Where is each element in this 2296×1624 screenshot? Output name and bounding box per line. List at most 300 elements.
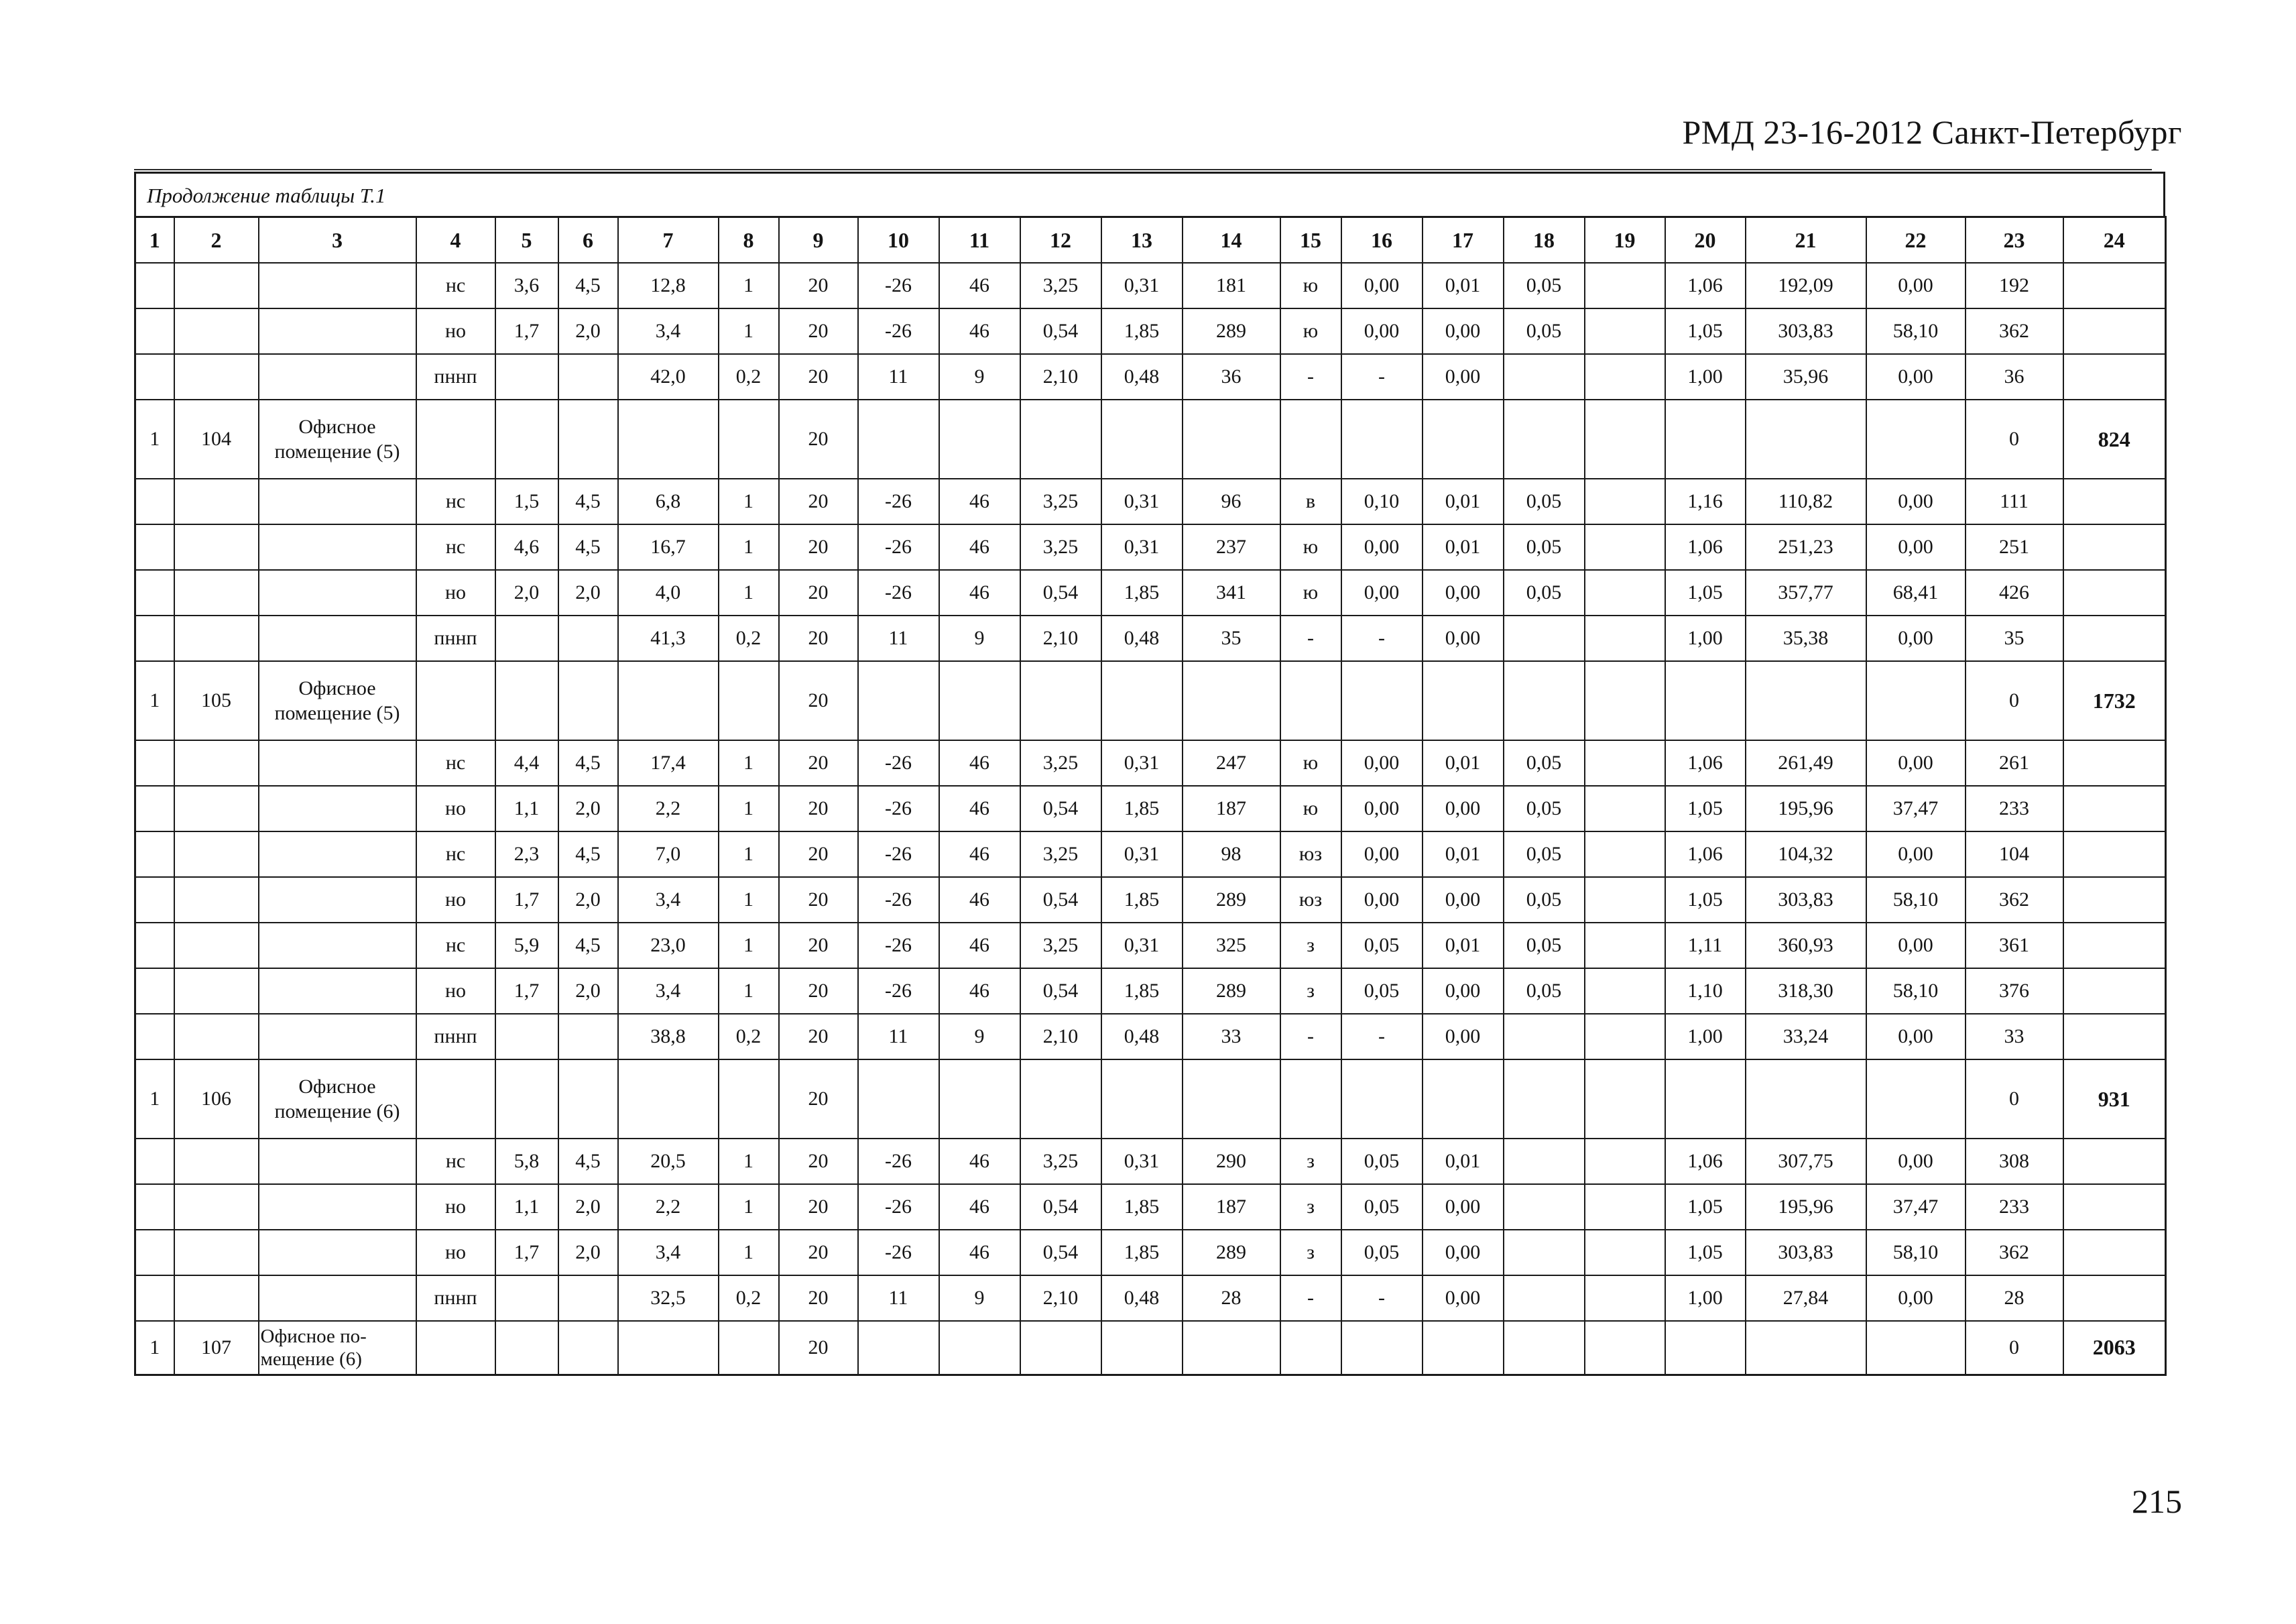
cell-col-13: 1,85 (1101, 968, 1183, 1014)
cell-col-19 (1585, 1275, 1665, 1321)
column-header-12: 12 (1020, 217, 1101, 264)
cell-col-5: 5,9 (495, 923, 558, 968)
cell-col-17: 0,00 (1423, 354, 1504, 400)
cell-col-6: 2,0 (558, 968, 618, 1014)
cell-col-15: в (1280, 479, 1341, 524)
cell-col-14 (1183, 1059, 1280, 1139)
cell-col-11 (939, 1321, 1020, 1375)
cell-col-17: 0,00 (1423, 616, 1504, 661)
cell-col-10: 11 (858, 354, 939, 400)
cell-col-4: пннп (416, 616, 495, 661)
cell-col-10: 11 (858, 616, 939, 661)
cell-col-20: 1,06 (1665, 263, 1746, 308)
cell-col-17: 0,00 (1423, 1014, 1504, 1059)
cell-col-24 (2063, 831, 2166, 877)
cell-col-22: 58,10 (1866, 1230, 1966, 1275)
cell-col-3 (259, 786, 416, 831)
cell-col-8: 1 (719, 308, 779, 354)
cell-col-18 (1504, 354, 1585, 400)
cell-col-15: ю (1280, 308, 1341, 354)
cell-col-14: 237 (1183, 524, 1280, 570)
cell-col-4: но (416, 968, 495, 1014)
cell-col-20: 1,05 (1665, 570, 1746, 616)
table-row (135, 740, 2166, 786)
cell-col-18 (1504, 400, 1585, 479)
cell-col-9: 20 (779, 570, 858, 616)
cell-col-9: 20 (779, 1139, 858, 1184)
column-header-19: 19 (1585, 217, 1665, 264)
cell-col-6 (558, 400, 618, 479)
cell-col-3 (259, 308, 416, 354)
room-row (135, 1059, 2166, 1139)
table-row (135, 263, 2166, 308)
cell-col-5: 4,4 (495, 740, 558, 786)
cell-col-18: 0,05 (1504, 479, 1585, 524)
cell-col-1 (135, 570, 174, 616)
column-header-3: 3 (259, 217, 416, 264)
column-header-8: 8 (719, 217, 779, 264)
cell-col-23: 362 (1966, 1230, 2063, 1275)
cell-col-17 (1423, 400, 1504, 479)
cell-col-8: 1 (719, 524, 779, 570)
cell-col-19 (1585, 968, 1665, 1014)
cell-col-24 (2063, 570, 2166, 616)
cell-col-22: 0,00 (1866, 1275, 1966, 1321)
cell-col-24 (2063, 308, 2166, 354)
cell-col-19 (1585, 400, 1665, 479)
cell-col-19 (1585, 786, 1665, 831)
cell-col-8: 1 (719, 570, 779, 616)
cell-col-13: 0,31 (1101, 524, 1183, 570)
cell-col-7 (618, 661, 719, 740)
cell-col-3 (259, 923, 416, 968)
cell-col-20: 1,06 (1665, 524, 1746, 570)
cell-col-24: 2063 (2063, 1321, 2166, 1375)
cell-col-11: 46 (939, 479, 1020, 524)
cell-col-2 (174, 968, 259, 1014)
cell-col-17: 0,01 (1423, 479, 1504, 524)
cell-col-16: 0,05 (1341, 923, 1423, 968)
cell-col-5 (495, 400, 558, 479)
cell-col-15: - (1280, 354, 1341, 400)
cell-col-8: 1 (719, 923, 779, 968)
cell-col-11: 46 (939, 524, 1020, 570)
cell-col-21: 104,32 (1746, 831, 1866, 877)
cell-col-13 (1101, 400, 1183, 479)
table-row (135, 1184, 2166, 1230)
cell-col-23: 35 (1966, 616, 2063, 661)
table-row (135, 877, 2166, 923)
cell-col-18: 0,05 (1504, 570, 1585, 616)
cell-col-18: 0,05 (1504, 786, 1585, 831)
cell-col-2 (174, 831, 259, 877)
cell-col-11: 46 (939, 1184, 1020, 1230)
cell-col-12: 0,54 (1020, 308, 1101, 354)
cell-col-16: 0,10 (1341, 479, 1423, 524)
cell-col-12: 3,25 (1020, 263, 1101, 308)
cell-col-2 (174, 524, 259, 570)
table-row (135, 968, 2166, 1014)
cell-col-1 (135, 616, 174, 661)
cell-col-9: 20 (779, 1275, 858, 1321)
cell-col-24 (2063, 786, 2166, 831)
cell-col-3 (259, 524, 416, 570)
cell-col-13: 0,48 (1101, 1275, 1183, 1321)
cell-col-6: 4,5 (558, 1139, 618, 1184)
cell-col-15 (1280, 1059, 1341, 1139)
cell-col-24 (2063, 923, 2166, 968)
table-container (134, 172, 2165, 1376)
cell-col-22: 58,10 (1866, 877, 1966, 923)
cell-col-4: нс (416, 479, 495, 524)
cell-col-1 (135, 263, 174, 308)
cell-col-19 (1585, 308, 1665, 354)
cell-col-23: 33 (1966, 1014, 2063, 1059)
cell-col-17: 0,00 (1423, 1184, 1504, 1230)
cell-col-21: 303,83 (1746, 1230, 1866, 1275)
cell-col-13: 0,48 (1101, 616, 1183, 661)
table-row (135, 479, 2166, 524)
cell-col-14: 35 (1183, 616, 1280, 661)
cell-col-8 (719, 1059, 779, 1139)
table-row (135, 831, 2166, 877)
cell-col-5: 1,7 (495, 968, 558, 1014)
cell-col-17: 0,00 (1423, 308, 1504, 354)
cell-col-19 (1585, 877, 1665, 923)
room-row (135, 400, 2166, 479)
cell-col-5 (495, 1014, 558, 1059)
cell-col-2 (174, 570, 259, 616)
cell-col-24: 1732 (2063, 661, 2166, 740)
cell-col-16 (1341, 400, 1423, 479)
cell-col-15: - (1280, 616, 1341, 661)
cell-col-3 (259, 1230, 416, 1275)
cell-col-5: 1,1 (495, 1184, 558, 1230)
cell-col-8: 0,2 (719, 1275, 779, 1321)
table-body (135, 263, 2166, 1375)
cell-col-14: 187 (1183, 786, 1280, 831)
cell-col-12: 2,10 (1020, 1275, 1101, 1321)
cell-col-14: 289 (1183, 968, 1280, 1014)
cell-col-15: з (1280, 1184, 1341, 1230)
cell-col-9: 20 (779, 1184, 858, 1230)
cell-col-18: 0,05 (1504, 524, 1585, 570)
cell-col-4: пннп (416, 1014, 495, 1059)
cell-col-16: 0,05 (1341, 1184, 1423, 1230)
cell-col-8 (719, 1321, 779, 1375)
cell-col-5 (495, 354, 558, 400)
cell-col-18 (1504, 661, 1585, 740)
cell-col-8: 1 (719, 968, 779, 1014)
column-header-20: 20 (1665, 217, 1746, 264)
cell-col-22 (1866, 661, 1966, 740)
column-header-5: 5 (495, 217, 558, 264)
cell-col-19 (1585, 1139, 1665, 1184)
cell-col-6: 2,0 (558, 786, 618, 831)
cell-col-9: 20 (779, 786, 858, 831)
cell-col-1 (135, 1139, 174, 1184)
cell-col-14: 28 (1183, 1275, 1280, 1321)
cell-col-16: 0,00 (1341, 831, 1423, 877)
cell-col-6: 2,0 (558, 877, 618, 923)
cell-col-8: 0,2 (719, 1014, 779, 1059)
cell-col-10: -26 (858, 923, 939, 968)
cell-col-19 (1585, 661, 1665, 740)
table-row (135, 923, 2166, 968)
cell-col-10: -26 (858, 1230, 939, 1275)
cell-col-3 (259, 263, 416, 308)
column-header-17: 17 (1423, 217, 1504, 264)
column-header-21: 21 (1746, 217, 1866, 264)
cell-col-7: 6,8 (618, 479, 719, 524)
table-row (135, 1275, 2166, 1321)
cell-col-15: ю (1280, 570, 1341, 616)
cell-col-12: 2,10 (1020, 1014, 1101, 1059)
cell-col-4 (416, 661, 495, 740)
cell-col-17 (1423, 1059, 1504, 1139)
cell-col-7 (618, 1059, 719, 1139)
column-header-18: 18 (1504, 217, 1585, 264)
cell-col-3 (259, 1014, 416, 1059)
cell-col-4: нс (416, 831, 495, 877)
cell-col-18 (1504, 616, 1585, 661)
cell-col-22: 0,00 (1866, 1014, 1966, 1059)
cell-col-3 (259, 354, 416, 400)
cell-col-22 (1866, 400, 1966, 479)
cell-col-4: но (416, 570, 495, 616)
cell-col-15: юз (1280, 877, 1341, 923)
cell-col-7: 3,4 (618, 1230, 719, 1275)
cell-col-6 (558, 661, 618, 740)
cell-col-14: 181 (1183, 263, 1280, 308)
cell-col-1: 1 (135, 400, 174, 479)
cell-col-19 (1585, 354, 1665, 400)
cell-col-21: 35,38 (1746, 616, 1866, 661)
cell-col-24 (2063, 479, 2166, 524)
cell-col-17: 0,00 (1423, 570, 1504, 616)
cell-col-21: 192,09 (1746, 263, 1866, 308)
cell-col-6: 2,0 (558, 570, 618, 616)
cell-col-5: 2,0 (495, 570, 558, 616)
cell-col-21: 33,24 (1746, 1014, 1866, 1059)
cell-col-20: 1,10 (1665, 968, 1746, 1014)
cell-col-16: 0,00 (1341, 877, 1423, 923)
cell-col-8 (719, 661, 779, 740)
cell-col-20: 1,11 (1665, 923, 1746, 968)
cell-col-21: 27,84 (1746, 1275, 1866, 1321)
cell-col-20 (1665, 1321, 1746, 1375)
column-header-14: 14 (1183, 217, 1280, 264)
cell-col-7: 20,5 (618, 1139, 719, 1184)
cell-col-12: 3,25 (1020, 479, 1101, 524)
cell-col-19 (1585, 831, 1665, 877)
cell-col-15: - (1280, 1014, 1341, 1059)
cell-col-21: 357,77 (1746, 570, 1866, 616)
cell-col-8: 1 (719, 263, 779, 308)
cell-col-21: 360,93 (1746, 923, 1866, 968)
cell-col-13 (1101, 1321, 1183, 1375)
cell-col-1: 1 (135, 1059, 174, 1139)
cell-col-15: ю (1280, 524, 1341, 570)
cell-col-3 (259, 1184, 416, 1230)
cell-col-8: 0,2 (719, 616, 779, 661)
cell-col-17: 0,01 (1423, 923, 1504, 968)
cell-col-4: нс (416, 923, 495, 968)
cell-col-19 (1585, 616, 1665, 661)
cell-col-7: 2,2 (618, 786, 719, 831)
cell-col-6 (558, 616, 618, 661)
cell-col-6 (558, 354, 618, 400)
cell-col-1 (135, 1230, 174, 1275)
header-rule (134, 169, 2152, 170)
cell-col-12: 0,54 (1020, 1230, 1101, 1275)
cell-col-3 (259, 570, 416, 616)
table-row (135, 524, 2166, 570)
cell-col-24 (2063, 740, 2166, 786)
cell-col-8: 1 (719, 479, 779, 524)
cell-col-23: 261 (1966, 740, 2063, 786)
cell-col-17: 0,00 (1423, 1275, 1504, 1321)
column-header-22: 22 (1866, 217, 1966, 264)
column-header-7: 7 (618, 217, 719, 264)
cell-col-2 (174, 479, 259, 524)
cell-col-20: 1,16 (1665, 479, 1746, 524)
cell-col-14: 96 (1183, 479, 1280, 524)
cell-col-11: 9 (939, 1275, 1020, 1321)
cell-col-7: 17,4 (618, 740, 719, 786)
cell-col-1 (135, 968, 174, 1014)
cell-col-1: 1 (135, 661, 174, 740)
cell-col-11 (939, 400, 1020, 479)
cell-col-15: з (1280, 968, 1341, 1014)
cell-col-20 (1665, 400, 1746, 479)
cell-col-4 (416, 1059, 495, 1139)
cell-col-15: - (1280, 1275, 1341, 1321)
cell-col-15: юз (1280, 831, 1341, 877)
cell-col-19 (1585, 524, 1665, 570)
cell-col-21: 303,83 (1746, 877, 1866, 923)
cell-col-4: но (416, 1184, 495, 1230)
cell-col-12: 3,25 (1020, 1139, 1101, 1184)
cell-col-4 (416, 400, 495, 479)
cell-col-4: но (416, 1230, 495, 1275)
cell-col-4: пннп (416, 1275, 495, 1321)
cell-col-16: - (1341, 616, 1423, 661)
cell-col-16 (1341, 661, 1423, 740)
cell-col-21 (1746, 661, 1866, 740)
column-header-11: 11 (939, 217, 1020, 264)
cell-col-15: з (1280, 1139, 1341, 1184)
cell-col-5 (495, 616, 558, 661)
cell-col-6: 2,0 (558, 1230, 618, 1275)
cell-col-23: 361 (1966, 923, 2063, 968)
cell-col-14: 289 (1183, 308, 1280, 354)
cell-col-10 (858, 400, 939, 479)
cell-col-16: 0,05 (1341, 1139, 1423, 1184)
cell-col-16: - (1341, 354, 1423, 400)
cell-col-11: 9 (939, 1014, 1020, 1059)
cell-col-18: 0,05 (1504, 263, 1585, 308)
cell-col-1 (135, 479, 174, 524)
cell-col-11: 46 (939, 923, 1020, 968)
cell-col-1 (135, 524, 174, 570)
cell-col-10: -26 (858, 308, 939, 354)
cell-col-5: 4,6 (495, 524, 558, 570)
cell-col-6: 4,5 (558, 740, 618, 786)
cell-col-21 (1746, 1321, 1866, 1375)
cell-col-2: 105 (174, 661, 259, 740)
cell-col-5: 2,3 (495, 831, 558, 877)
cell-col-16: 0,00 (1341, 740, 1423, 786)
cell-col-21: 318,30 (1746, 968, 1866, 1014)
table-row (135, 1139, 2166, 1184)
document-header: РМД 23-16-2012 Санкт-Петербург (1682, 113, 2182, 151)
cell-col-23: 233 (1966, 786, 2063, 831)
cell-col-9: 20 (779, 831, 858, 877)
cell-col-1 (135, 1184, 174, 1230)
cell-col-15: з (1280, 923, 1341, 968)
cell-col-23: 111 (1966, 479, 2063, 524)
cell-col-20: 1,05 (1665, 308, 1746, 354)
cell-col-15: ю (1280, 786, 1341, 831)
cell-col-16 (1341, 1321, 1423, 1375)
table-row (135, 786, 2166, 831)
cell-col-13: 0,31 (1101, 740, 1183, 786)
cell-col-21: 195,96 (1746, 1184, 1866, 1230)
cell-col-21: 307,75 (1746, 1139, 1866, 1184)
cell-col-14 (1183, 1321, 1280, 1375)
data-table (134, 216, 2167, 1376)
cell-col-13 (1101, 661, 1183, 740)
cell-col-1 (135, 786, 174, 831)
cell-col-9: 20 (779, 923, 858, 968)
cell-col-17: 0,00 (1423, 1230, 1504, 1275)
cell-col-11: 46 (939, 968, 1020, 1014)
table-row (135, 616, 2166, 661)
cell-col-5 (495, 1275, 558, 1321)
cell-col-8 (719, 400, 779, 479)
cell-col-11: 46 (939, 308, 1020, 354)
cell-col-21: 35,96 (1746, 354, 1866, 400)
cell-col-20: 1,06 (1665, 740, 1746, 786)
cell-col-19 (1585, 263, 1665, 308)
cell-col-4: нс (416, 1139, 495, 1184)
cell-col-24: 824 (2063, 400, 2166, 479)
cell-col-7: 7,0 (618, 831, 719, 877)
cell-col-10 (858, 1059, 939, 1139)
cell-col-16: 0,05 (1341, 968, 1423, 1014)
cell-col-18 (1504, 1230, 1585, 1275)
cell-col-1 (135, 1014, 174, 1059)
cell-col-4: но (416, 877, 495, 923)
cell-col-23: 251 (1966, 524, 2063, 570)
table-row (135, 354, 2166, 400)
cell-col-23: 0 (1966, 1321, 2063, 1375)
cell-col-21: 110,82 (1746, 479, 1866, 524)
cell-col-13: 0,31 (1101, 831, 1183, 877)
cell-col-21 (1746, 400, 1866, 479)
cell-col-3 (259, 1275, 416, 1321)
cell-col-3: Офисное по-мещение (6) (259, 1321, 416, 1375)
cell-col-7: 23,0 (618, 923, 719, 968)
cell-col-24 (2063, 616, 2166, 661)
cell-col-2 (174, 923, 259, 968)
table-row (135, 1230, 2166, 1275)
cell-col-20: 1,05 (1665, 1230, 1746, 1275)
cell-col-18 (1504, 1321, 1585, 1375)
cell-col-9: 20 (779, 400, 858, 479)
cell-col-9: 20 (779, 308, 858, 354)
